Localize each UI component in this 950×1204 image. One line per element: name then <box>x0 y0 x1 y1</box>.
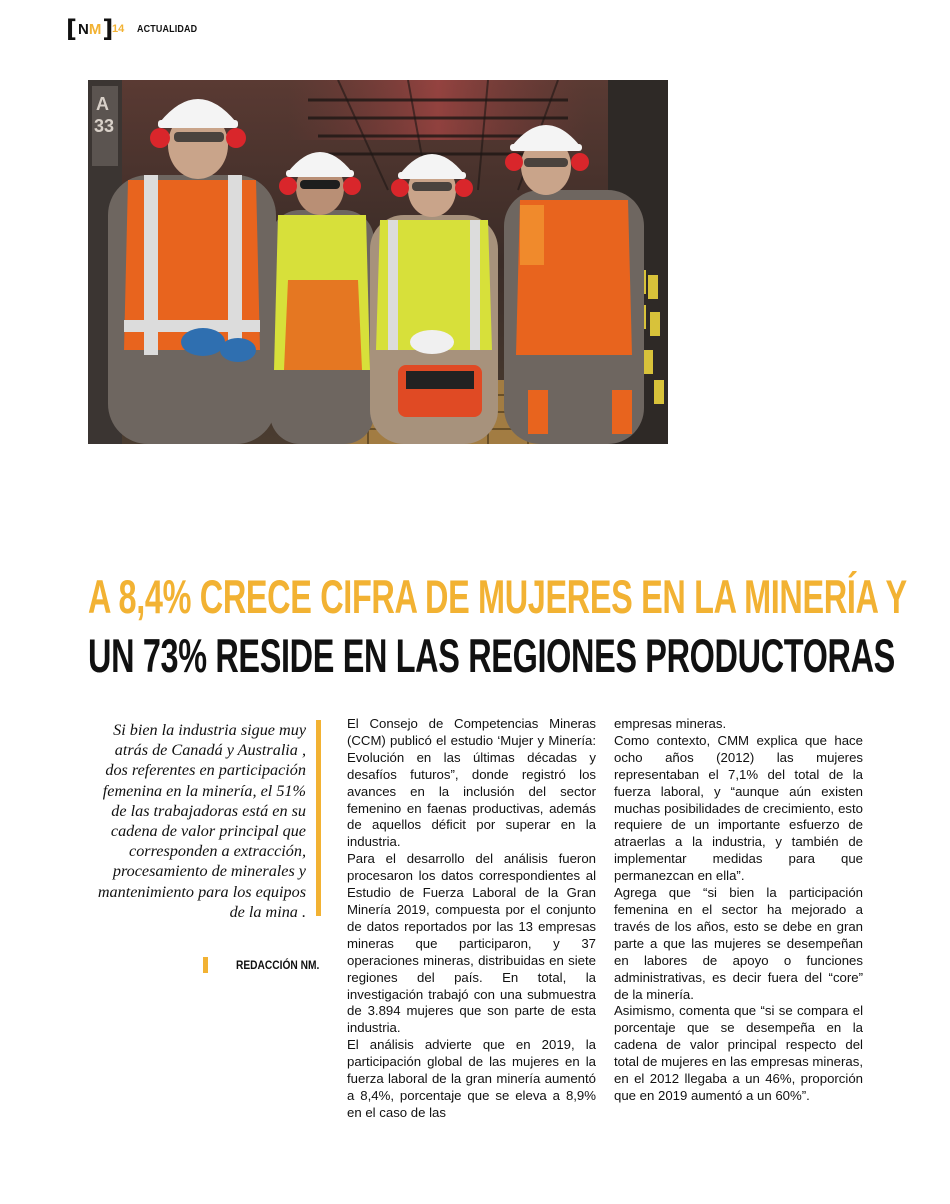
body-paragraph: El Consejo de Competencias Mineras (CCM) publicó el estudio ‘Mujer y Minería: Evolución en las últimas décadas y desafíos futuros”, donde registró los avances en la inclusión del sector femenino en faenas productivas, además de aquellos déficit por superar en la industria. <box>347 716 596 850</box>
page-number: 14 <box>112 23 125 35</box>
headline-line-1: A 8,4% CRECE CIFRA DE MUJERES EN LA MINERÍA Y <box>88 570 907 623</box>
body-paragraph: Agrega que “si bien la participación femenina en el sector ha mejorado a través de los años, esto se debe en gran parte a que las mujeres se desempeñan en labores de apoyo o funciones administrativas, es decir fuera del “core” de la minería. <box>614 885 863 1002</box>
magazine-logo <box>66 16 113 42</box>
article-photo <box>88 80 668 444</box>
body-paragraph: Para el desarrollo del análisis fueron procesaron los datos correspondientes al Estudio de Fuerza Laboral de la Gran Minería 2019, compuesta por el conjunto de datos reportados por las 13 empresas mineras que participaron, y 37 operaciones mineras, distribuidas en siete regiones del país. En total, la investigación trabajó con una submuestra de 3.894 mujeres que son parte de esta industria. <box>347 851 596 1036</box>
logo-bracket-left: [ <box>66 15 77 43</box>
byline: REDACCIÓN NM. <box>236 958 320 972</box>
body-paragraph: El análisis advierte que en 2019, la participación global de las mujeres en la fuerza laboral de la gran minería aumentó a 8,4%, porcentaje que se eleva a 8,9% en el caso de las <box>347 1037 596 1120</box>
logo-bracket-right: ] <box>102 15 114 43</box>
body-paragraph: empresas mineras. <box>614 716 727 731</box>
logo-letter-n: N <box>77 20 89 38</box>
body-column-2 <box>614 716 863 1105</box>
pull-quote: Si bien la industria sigue muy atrás de Canadá y Australia , dos referentes en participación femenina en la minería, el 51% de las trabajadoras está en su cadena de valor principal que corresponden a extracción, procesamiento de minerales y mantenimiento para los equipos de la mina . <box>97 721 306 921</box>
photo-illustration <box>88 80 668 444</box>
headline-line-2: UN 73% RESIDE EN LAS REGIONES PRODUCTORAS <box>88 629 895 682</box>
logo-letter-m: M <box>88 20 102 38</box>
photo-sign-number: 33 <box>94 116 115 136</box>
body-paragraph: Asimismo, comenta que “si se compara el porcentaje que se desempeña en la cadena de valor principal respecto del total de mujeres en las empresas mineras, en el 2012 llegaba a un 46%, proporción que en 2019 aumentó a un 60%”. <box>614 1003 863 1103</box>
pull-quote-accent-bar <box>316 720 321 916</box>
body-paragraph: Como contexto, CMM explica que hace ocho años (2012) las mujeres representaban el 7,1% del total de la fuerza laboral, y “aunque aún existen muchas posibilidades de crecimiento, esto requiere de un importante esfuerzo de atraerlas a la industria, y también de implementar medidas para que permanezcan en ella”. <box>614 732 863 884</box>
byline-accent-bar <box>203 957 208 973</box>
photo-sign-letter: A <box>96 94 109 114</box>
section-label: ACTUALIDAD <box>137 23 198 35</box>
body-column-1 <box>347 716 596 1122</box>
